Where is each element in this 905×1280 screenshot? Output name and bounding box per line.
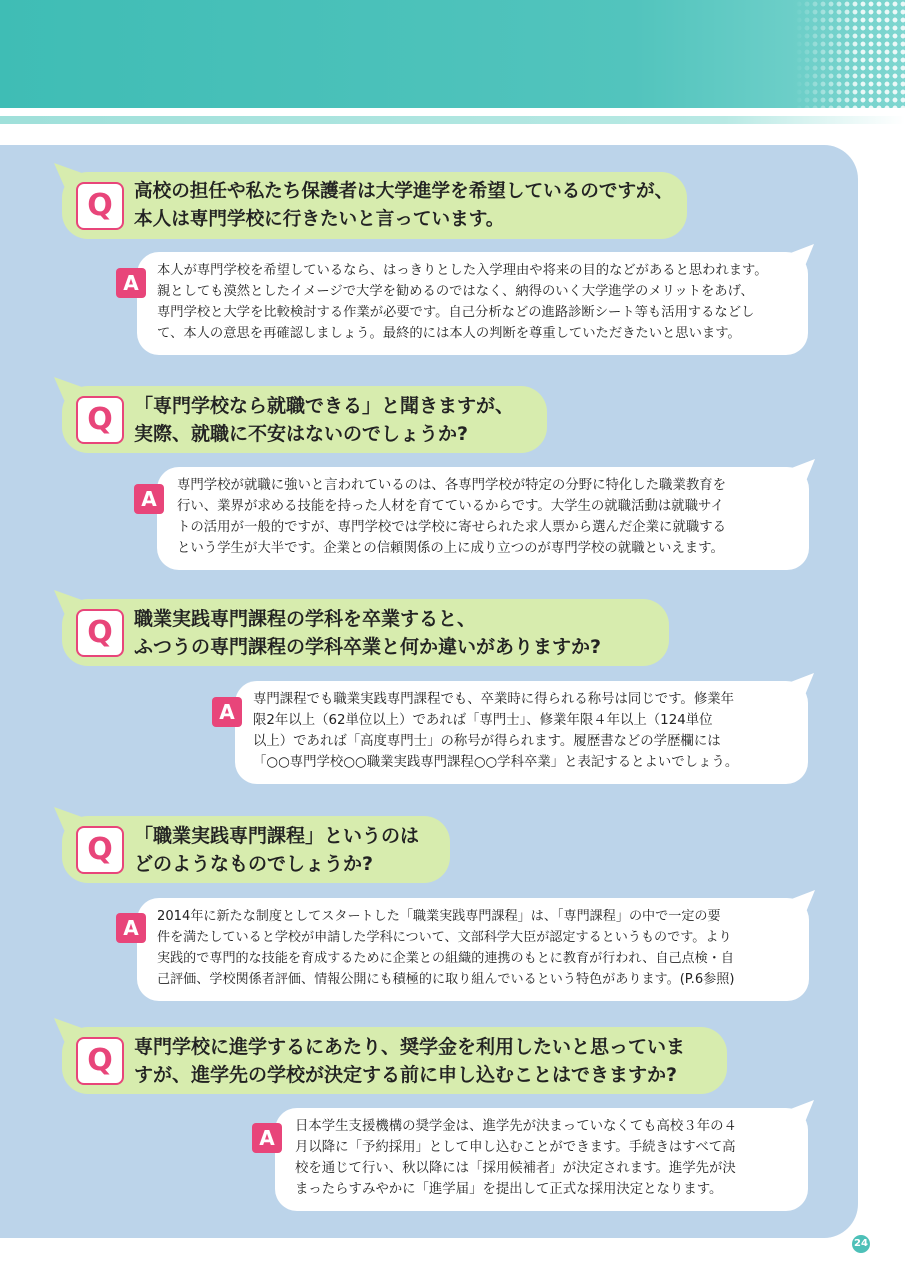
question-badge: Q [76,182,124,230]
question-text: 職業実践専門課程の学科を卒業すると、 ふつうの専門課程の学科卒業と何か違いがありますか? [134,608,602,658]
question-badge: Q [76,826,124,874]
answer-bubble [275,1108,808,1211]
answer-bubble [137,898,809,1001]
answer-bubble [235,681,808,784]
answer-bubble [137,252,808,355]
answer-text: 本人が専門学校を希望しているなら、はっきりとした入学理由や将来の目的などがあると思われます。 親としても漠然としたイメージで大学を勧めるのではなく、納得のいく大学進学のメリットをあげ、 専門学校と大学を比較検討する作業が必要です。自己分析などの進路診断シート等も活用するなどし て、本人の意思を再確認しましょう。最終的には本人の判断を尊重していただきたいと思います。 [157,263,768,341]
page-number: 24 [852,1235,870,1253]
question-text: 「職業実践専門課程」というのは どのようなものでしょうか? [134,825,420,875]
question-badge: Q [76,1037,124,1085]
answer-badge: A [252,1123,282,1153]
answer-badge: A [116,913,146,943]
question-badge: Q [76,396,124,444]
dot-pattern [795,0,905,108]
question-bubble [62,816,450,883]
answer-text: 専門課程でも職業実践専門課程でも、卒業時に得られる称号は同じです。修業年 限2年以上（62単位以上）であれば「専門士」、修業年限４年以上（124単位 以上）であれば「高度専門士」の称号が得られます。履歴書などの学歴欄には 「○○専門学校○○職業実践専門課程○○学科卒業」と表記するとよいでしょう。 [253,692,739,770]
question-bubble [62,599,669,666]
header-stripe [0,116,905,124]
answer-text: 2014年に新たな制度としてスタートした「職業実践専門課程」は、「専門課程」の中で一定の要 件を満たしていると学校が申請した学科について、文部科学大臣が認定するというものです。より 実践的で専門的な技能を育成するために企業との組織的連携のもとに教育が行われ、自己点検・自 己評価、学校関係者評価、情報公開にも積極的に取り組んでいるという特色があります。(P.6参照) [157,909,735,987]
question-text: 専門学校に進学するにあたり、奨学金を利用したいと思っていま すが、進学先の学校が決定する前に申し込むことはできますか? [134,1036,686,1086]
question-badge: Q [76,609,124,657]
question-text: 「専門学校なら就職できる」と聞きますが、 実際、就職に不安はないのでしょうか? [134,395,515,445]
question-text: 高校の担任や私たち保護者は大学進学を希望しているのですが、 本人は専門学校に行きたいと言っています。 [134,181,674,230]
answer-badge: A [116,268,146,298]
answer-bubble [157,467,809,570]
question-bubble [62,386,547,453]
answer-badge: A [134,484,164,514]
header-band [0,0,905,108]
answer-badge: A [212,697,242,727]
answer-text: 日本学生支援機構の奨学金は、進学先が決まっていなくても高校３年の４ 月以降に「予約採用」として申し込むことができます。手続きはすべて高 校を通じて行い、秋以降には「採用候補者」が決定されます。進学先が決 まったらすみやかに「進学届」を提出して正式な採用決定となります。 [295,1119,737,1197]
answer-text: 専門学校が就職に強いと言われているのは、各専門学校が特定の分野に特化した職業教育を 行い、業界が求める技能を持った人材を育てているからです。大学生の就職活動は就職サイ トの活用が一般的ですが、専門学校では学校に寄せられた求人票から選んだ企業に就職する という学生が大半です。企業との信頼関係の上に成り立つのが専門学校の就職といえます。 [177,478,727,556]
question-bubble [62,172,687,239]
question-bubble [62,1027,727,1094]
